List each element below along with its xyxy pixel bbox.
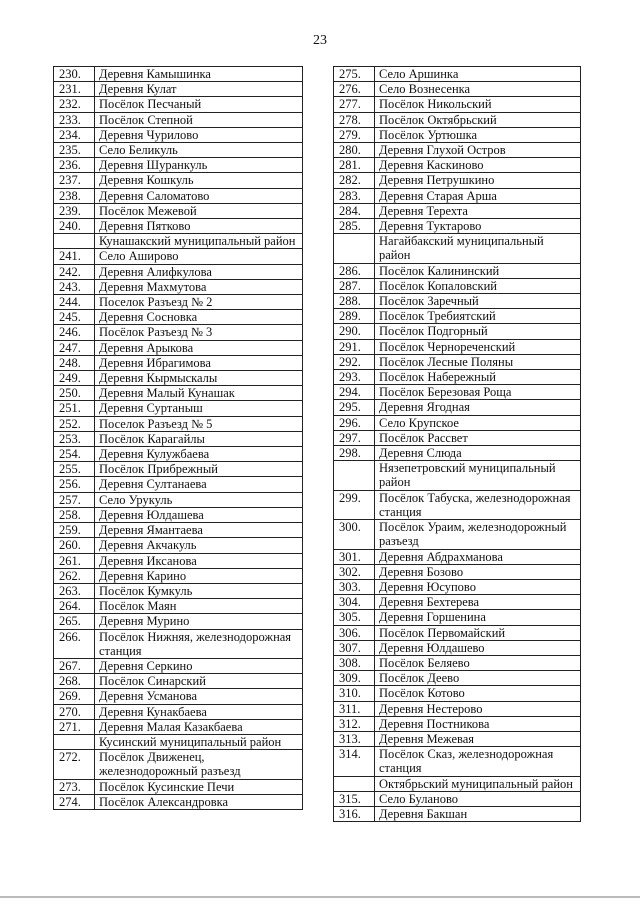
- row-number: 307.: [334, 640, 375, 655]
- settlement-name: Посёлок Октябрьский: [375, 112, 581, 127]
- district-name: Нязепетровский муниципальный район: [375, 461, 581, 490]
- table-row: [54, 173, 303, 188]
- settlement-name: Деревня Махмутова: [95, 279, 303, 294]
- settlement-name: Посёлок Маян: [95, 599, 303, 614]
- settlement-name: Деревня Глухой Остров: [375, 143, 581, 158]
- row-number: 291.: [334, 339, 375, 354]
- table-row: [54, 704, 303, 719]
- row-number: 281.: [334, 158, 375, 173]
- table-row: [334, 219, 581, 234]
- table-row: [54, 507, 303, 522]
- row-number: [54, 234, 95, 249]
- settlement-name: Посёлок Беляево: [375, 655, 581, 670]
- settlement-name: Деревня Ягодная: [375, 400, 581, 415]
- table-row: [54, 719, 303, 734]
- settlement-name: Деревня Ибрагимова: [95, 355, 303, 370]
- table-row: [334, 520, 581, 549]
- page-number: 23: [313, 33, 327, 48]
- table-row: [334, 158, 581, 173]
- settlement-name: Посёлок Табуска, железнодорожная станция: [375, 490, 581, 519]
- table-row: [54, 325, 303, 340]
- district-header-row: [334, 234, 581, 263]
- settlement-name: Деревня Кошкуль: [95, 173, 303, 188]
- table-row: [334, 701, 581, 716]
- settlement-name: Деревня Малая Казакбаева: [95, 719, 303, 734]
- settlement-name: Посёлок Никольский: [375, 97, 581, 112]
- settlement-name: Деревня Мурино: [95, 614, 303, 629]
- row-number: 232.: [54, 97, 95, 112]
- row-number: 257.: [54, 492, 95, 507]
- table-row: [54, 386, 303, 401]
- table-row: [334, 747, 581, 776]
- table-row: [54, 583, 303, 598]
- table-row: [54, 416, 303, 431]
- settlement-name: Деревня Каскиново: [375, 158, 581, 173]
- settlement-name: Деревня Постникова: [375, 716, 581, 731]
- table-row: [334, 112, 581, 127]
- settlement-name: Деревня Серкино: [95, 658, 303, 673]
- row-number: 277.: [334, 97, 375, 112]
- table-row: [334, 595, 581, 610]
- row-number: 231.: [54, 82, 95, 97]
- settlement-name: Посёлок Деево: [375, 671, 581, 686]
- table-row: [334, 309, 581, 324]
- settlement-name: Деревня Арыкова: [95, 340, 303, 355]
- row-number: 279.: [334, 127, 375, 142]
- row-number: 297.: [334, 430, 375, 445]
- settlement-name: Деревня Саломатово: [95, 188, 303, 203]
- table-row: [334, 625, 581, 640]
- row-number: 301.: [334, 549, 375, 564]
- settlement-name: Деревня Юлдашево: [375, 640, 581, 655]
- row-number: 234.: [54, 127, 95, 142]
- row-number: 264.: [54, 599, 95, 614]
- table-row: [334, 354, 581, 369]
- row-number: 278.: [334, 112, 375, 127]
- table-row: [334, 294, 581, 309]
- row-number: 245.: [54, 310, 95, 325]
- row-number: 272.: [54, 750, 95, 779]
- settlement-name: Посёлок Кумкуль: [95, 583, 303, 598]
- table-row: [334, 173, 581, 188]
- settlement-name: Деревня Юсупово: [375, 579, 581, 594]
- settlement-name: Посёлок Березовая Роща: [375, 385, 581, 400]
- row-number: 275.: [334, 67, 375, 82]
- table-row: [54, 431, 303, 446]
- settlement-name: Посёлок Движенец, железнодорожный разъезд: [95, 750, 303, 779]
- settlement-name: Деревня Кулужбаева: [95, 447, 303, 462]
- settlement-name: Деревня Алифкулова: [95, 264, 303, 279]
- row-number: 286.: [334, 263, 375, 278]
- district-header-row: [54, 734, 303, 749]
- table-row: [54, 143, 303, 158]
- row-number: 244.: [54, 295, 95, 310]
- settlement-name: Посёлок Котово: [375, 686, 581, 701]
- district-header-row: [334, 461, 581, 490]
- settlement-name: Деревня Акчакуль: [95, 538, 303, 553]
- table-row: [334, 82, 581, 97]
- settlement-name: Деревня Бехтерева: [375, 595, 581, 610]
- table-row: [334, 716, 581, 731]
- settlement-name: Село Урукуль: [95, 492, 303, 507]
- settlement-name: Посёлок Подгорный: [375, 324, 581, 339]
- row-number: 253.: [54, 431, 95, 446]
- table-row: [334, 640, 581, 655]
- table-row: [54, 188, 303, 203]
- table-row: [54, 523, 303, 538]
- settlement-name: Посёлок Копаловский: [375, 278, 581, 293]
- table-row: [54, 97, 303, 112]
- table-row: [334, 610, 581, 625]
- row-number: 289.: [334, 309, 375, 324]
- row-number: 243.: [54, 279, 95, 294]
- table-row: [334, 263, 581, 278]
- table-row: [54, 629, 303, 658]
- row-number: 256.: [54, 477, 95, 492]
- table-row: [54, 779, 303, 794]
- row-number: 259.: [54, 523, 95, 538]
- settlement-name: Село Беликуль: [95, 143, 303, 158]
- settlement-name: Посёлок Калининский: [375, 263, 581, 278]
- row-number: 285.: [334, 219, 375, 234]
- row-number: 314.: [334, 747, 375, 776]
- table-row: [54, 371, 303, 386]
- table-row: [334, 430, 581, 445]
- table-row: [334, 339, 581, 354]
- table-row: [54, 614, 303, 629]
- settlement-name: Село Вознесенка: [375, 82, 581, 97]
- settlement-name: Посёлок Песчаный: [95, 97, 303, 112]
- settlement-name: Деревня Суртаныш: [95, 401, 303, 416]
- row-number: 309.: [334, 671, 375, 686]
- settlement-name: Деревня Старая Арша: [375, 188, 581, 203]
- table-row: [334, 67, 581, 82]
- district-name: Кусинский муниципальный район: [95, 734, 303, 749]
- row-number: 249.: [54, 371, 95, 386]
- row-number: 230.: [54, 67, 95, 82]
- settlement-name: Деревня Сосновка: [95, 310, 303, 325]
- row-number: 284.: [334, 203, 375, 218]
- table-row: [54, 401, 303, 416]
- table-row: [54, 477, 303, 492]
- table-row: [54, 82, 303, 97]
- settlement-name: Посёлок Сказ, железнодорожная станция: [375, 747, 581, 776]
- row-number: 246.: [54, 325, 95, 340]
- table-row: [334, 731, 581, 746]
- row-number: 268.: [54, 674, 95, 689]
- settlement-name: Посёлок Ураим, железнодорожный разъезд: [375, 520, 581, 549]
- settlement-name: Деревня Карино: [95, 568, 303, 583]
- table-row: [334, 446, 581, 461]
- settlement-name: Посёлок Степной: [95, 112, 303, 127]
- settlement-name: Посёлок Набережный: [375, 370, 581, 385]
- settlement-name: Деревня Абдрахманова: [375, 549, 581, 564]
- settlements-table-right: [333, 66, 581, 822]
- table-row: [54, 310, 303, 325]
- row-number: 303.: [334, 579, 375, 594]
- settlement-name: Деревня Усманова: [95, 689, 303, 704]
- row-number: 233.: [54, 112, 95, 127]
- row-number: 298.: [334, 446, 375, 461]
- row-number: 241.: [54, 249, 95, 264]
- settlement-name: Посёлок Кусинские Печи: [95, 779, 303, 794]
- row-number: 308.: [334, 655, 375, 670]
- table-row: [334, 203, 581, 218]
- settlement-name: Посёлок Первомайский: [375, 625, 581, 640]
- table-row: [334, 686, 581, 701]
- row-number: 287.: [334, 278, 375, 293]
- table-row: [54, 568, 303, 583]
- row-number: [334, 776, 375, 791]
- settlement-name: Посёлок Нижняя, железнодорожная станция: [95, 629, 303, 658]
- settlement-name: Деревня Петрушкино: [375, 173, 581, 188]
- row-number: 240.: [54, 219, 95, 234]
- table-row: [334, 806, 581, 821]
- row-number: 316.: [334, 806, 375, 821]
- row-number: 283.: [334, 188, 375, 203]
- row-number: 315.: [334, 791, 375, 806]
- table-row: [54, 750, 303, 779]
- row-number: [334, 461, 375, 490]
- row-number: 274.: [54, 794, 95, 809]
- district-name: Октябрьский муниципальный район: [375, 776, 581, 791]
- row-number: 294.: [334, 385, 375, 400]
- row-number: 299.: [334, 490, 375, 519]
- row-number: 252.: [54, 416, 95, 431]
- settlement-name: Деревня Шуранкуль: [95, 158, 303, 173]
- settlement-name: Посёлок Лесные Поляны: [375, 354, 581, 369]
- row-number: 312.: [334, 716, 375, 731]
- table-row: [54, 112, 303, 127]
- row-number: 295.: [334, 400, 375, 415]
- settlements-table-left: [53, 66, 303, 810]
- row-number: 310.: [334, 686, 375, 701]
- row-number: 280.: [334, 143, 375, 158]
- table-row: [334, 143, 581, 158]
- row-number: 290.: [334, 324, 375, 339]
- row-number: 260.: [54, 538, 95, 553]
- row-number: 261.: [54, 553, 95, 568]
- table-row: [334, 415, 581, 430]
- table-row: [334, 278, 581, 293]
- row-number: 292.: [334, 354, 375, 369]
- settlement-name: Село Буланово: [375, 791, 581, 806]
- table-row: [54, 355, 303, 370]
- table-row: [54, 447, 303, 462]
- table-row: [334, 400, 581, 415]
- settlement-name: Посёлок Синарский: [95, 674, 303, 689]
- settlement-name: Деревня Чурилово: [95, 127, 303, 142]
- district-name: Нагайбакский муниципальный район: [375, 234, 581, 263]
- settlement-name: Деревня Слюда: [375, 446, 581, 461]
- table-row: [54, 264, 303, 279]
- table-row: [334, 370, 581, 385]
- settlement-name: Поселок Разъезд № 5: [95, 416, 303, 431]
- settlement-name: Деревня Малый Кунашак: [95, 386, 303, 401]
- table-row: [334, 127, 581, 142]
- table-row: [54, 295, 303, 310]
- row-number: 267.: [54, 658, 95, 673]
- row-number: 271.: [54, 719, 95, 734]
- table-row: [54, 127, 303, 142]
- settlement-name: Деревня Терехта: [375, 203, 581, 218]
- row-number: 302.: [334, 564, 375, 579]
- settlement-name: Посёлок Разъезд № 3: [95, 325, 303, 340]
- district-name: Кунашакский муниципальный район: [95, 234, 303, 249]
- row-number: 304.: [334, 595, 375, 610]
- table-row: [54, 249, 303, 264]
- row-number: 288.: [334, 294, 375, 309]
- district-header-row: [334, 776, 581, 791]
- table-row: [54, 203, 303, 218]
- row-number: 237.: [54, 173, 95, 188]
- table-row: [334, 671, 581, 686]
- table-row: [334, 655, 581, 670]
- settlement-name: Деревня Иксанова: [95, 553, 303, 568]
- settlement-name: Деревня Юлдашева: [95, 507, 303, 522]
- settlement-name: Село Аширово: [95, 249, 303, 264]
- row-number: 242.: [54, 264, 95, 279]
- table-row: [54, 553, 303, 568]
- row-number: 311.: [334, 701, 375, 716]
- row-number: [334, 234, 375, 263]
- table-row: [334, 324, 581, 339]
- row-number: 254.: [54, 447, 95, 462]
- table-row: [334, 385, 581, 400]
- settlement-name: Деревня Ямантаева: [95, 523, 303, 538]
- row-number: 265.: [54, 614, 95, 629]
- row-number: 262.: [54, 568, 95, 583]
- table-row: [54, 538, 303, 553]
- table-row: [54, 689, 303, 704]
- settlement-name: Посёлок Чернореченский: [375, 339, 581, 354]
- settlement-name: Деревня Горшенина: [375, 610, 581, 625]
- table-row: [54, 462, 303, 477]
- row-number: 270.: [54, 704, 95, 719]
- table-row: [54, 794, 303, 809]
- settlement-name: Деревня Султанаева: [95, 477, 303, 492]
- table-row: [54, 658, 303, 673]
- row-number: 306.: [334, 625, 375, 640]
- table-row: [334, 791, 581, 806]
- settlement-name: Деревня Туктарово: [375, 219, 581, 234]
- row-number: 250.: [54, 386, 95, 401]
- settlement-name: Деревня Нестерово: [375, 701, 581, 716]
- row-number: 235.: [54, 143, 95, 158]
- settlement-name: Посёлок Межевой: [95, 203, 303, 218]
- settlement-name: Село Крупское: [375, 415, 581, 430]
- table-row: [334, 579, 581, 594]
- row-number: 266.: [54, 629, 95, 658]
- row-number: 248.: [54, 355, 95, 370]
- row-number: 258.: [54, 507, 95, 522]
- table-row: [54, 599, 303, 614]
- settlement-name: Посёлок Александровка: [95, 794, 303, 809]
- table-row: [334, 97, 581, 112]
- row-number: 238.: [54, 188, 95, 203]
- table-row: [54, 158, 303, 173]
- settlement-name: Деревня Кулат: [95, 82, 303, 97]
- table-row: [54, 219, 303, 234]
- settlement-name: Посёлок Требиятский: [375, 309, 581, 324]
- row-number: 273.: [54, 779, 95, 794]
- settlement-name: Поселок Разъезд № 2: [95, 295, 303, 310]
- settlement-name: Деревня Кунакбаева: [95, 704, 303, 719]
- row-number: 293.: [334, 370, 375, 385]
- row-number: 269.: [54, 689, 95, 704]
- table-row: [54, 67, 303, 82]
- row-number: 305.: [334, 610, 375, 625]
- row-number: 300.: [334, 520, 375, 549]
- table-row: [334, 490, 581, 519]
- settlement-name: Деревня Кырмыскалы: [95, 371, 303, 386]
- settlement-name: Посёлок Заречный: [375, 294, 581, 309]
- row-number: 239.: [54, 203, 95, 218]
- row-number: 251.: [54, 401, 95, 416]
- settlement-name: Посёлок Уртюшка: [375, 127, 581, 142]
- settlement-name: Посёлок Карагайлы: [95, 431, 303, 446]
- table-row: [54, 492, 303, 507]
- table-row: [54, 340, 303, 355]
- page-bottom-edge: [0, 896, 640, 898]
- settlement-name: Деревня Камышинка: [95, 67, 303, 82]
- settlement-name: Деревня Бозово: [375, 564, 581, 579]
- row-number: 276.: [334, 82, 375, 97]
- row-number: 236.: [54, 158, 95, 173]
- row-number: 255.: [54, 462, 95, 477]
- settlement-name: Деревня Межевая: [375, 731, 581, 746]
- row-number: 282.: [334, 173, 375, 188]
- settlement-name: Деревня Бакшан: [375, 806, 581, 821]
- table-row: [334, 564, 581, 579]
- table-row: [54, 279, 303, 294]
- settlement-name: Село Аршинка: [375, 67, 581, 82]
- table-row: [54, 674, 303, 689]
- district-header-row: [54, 234, 303, 249]
- settlement-name: Посёлок Рассвет: [375, 430, 581, 445]
- row-number: [54, 734, 95, 749]
- table-row: [334, 188, 581, 203]
- row-number: 247.: [54, 340, 95, 355]
- settlement-name: Посёлок Прибрежный: [95, 462, 303, 477]
- table-row: [334, 549, 581, 564]
- row-number: 263.: [54, 583, 95, 598]
- row-number: 296.: [334, 415, 375, 430]
- settlement-name: Деревня Пятково: [95, 219, 303, 234]
- row-number: 313.: [334, 731, 375, 746]
